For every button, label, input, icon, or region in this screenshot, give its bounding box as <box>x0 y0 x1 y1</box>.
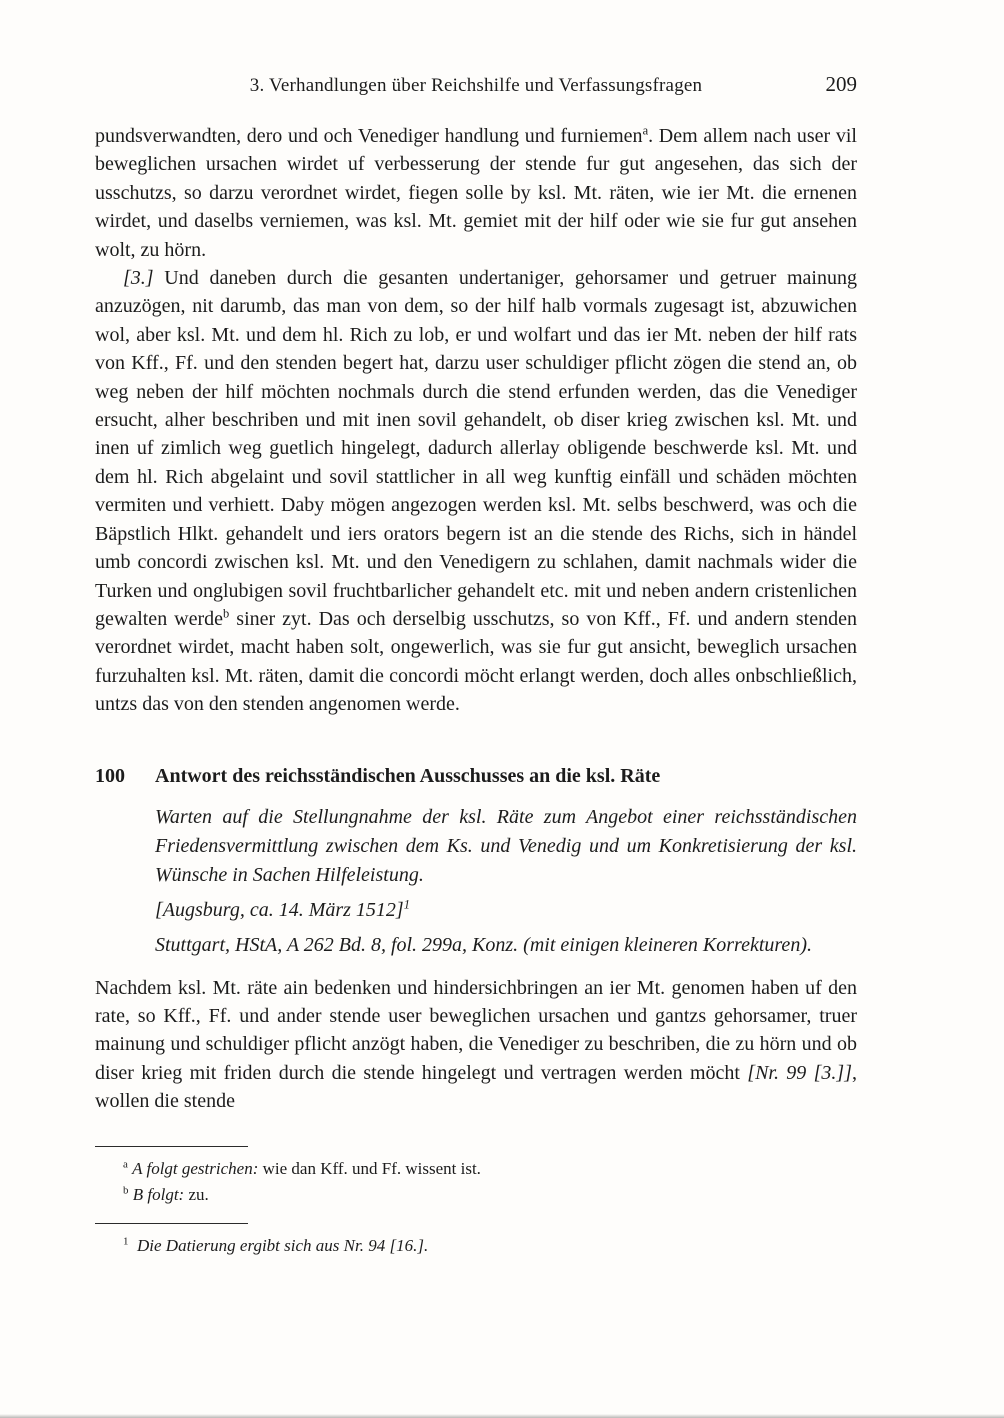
footnotes-section <box>95 1146 857 1259</box>
footnote-text: wie dan Kff. und Ff. wissent ist. <box>258 1159 481 1178</box>
running-header <box>95 74 857 98</box>
footnote-ref-1: 1 <box>403 896 410 911</box>
document-number: 100 <box>95 764 125 787</box>
footnote-marker-b: b <box>123 1183 129 1196</box>
paragraph-text: pundsverwandten, dero und och Venediger handlung und furniemen <box>95 125 643 147</box>
footnote-b <box>95 1182 857 1208</box>
document-meta <box>155 803 857 959</box>
footnote-label: A folgt gestrichen: <box>132 1159 259 1178</box>
paragraph-text: . Dem allem nach user vil beweglichen ursachen wirdet uf verbesserung der stende fur gut angesehen, das sich der usschutzs, so darzu verordnet wirdet, fiegen solle by ksl. Mt. räten, wie ier Mt. die ernenen wirdet, und daselbs verniemen, was ksl. Mt. gemiet mit der hilf oder wie sie fur gut ansehen wolt, zu hörn. <box>95 125 857 261</box>
document-source: Stuttgart, HStA, A 262 Bd. 8, fol. 299a, Konz. (mit einigen kleineren Korrekturen). <box>155 933 812 956</box>
paragraph-text: , wollen die stende <box>95 1061 857 1113</box>
footnote-marker-a: a <box>123 1158 128 1171</box>
document-cross-reference: [Nr. 99 [3.]] <box>747 1061 852 1084</box>
paragraph-text: siner zyt. Das och derselbig usschutzs, so von Kff., Ff. und andern stenden verordnet wirdet, macht haben solt, ongewerlich, was sie fur gut ansicht, beweglich ursachen furzuhalten ksl. Mt. räten, damit die concordi möcht erlangt werden, doch alles onbschließlich, untzs das von den stenden angenomen werde. <box>95 607 857 716</box>
footnote-rule-critical <box>95 1146 248 1147</box>
document-summary: Warten auf die Stellungnahme der ksl. Räte zum Angebot einer reichsständischen Friedensvermittlung zwischen dem Ks. und Venedig und um Konkretisierung der ksl. Wünsche in Sachen Hilfeleistung. <box>155 805 857 886</box>
section-marker: [3.] <box>123 267 154 290</box>
footnote-ref-b: b <box>223 606 230 621</box>
document-entry-100 <box>95 763 857 1116</box>
page-content <box>95 74 857 1116</box>
footnote-text: Die Datierung ergibt sich aus Nr. 94 [16.]. <box>137 1236 429 1255</box>
paragraph-continuation <box>95 122 857 264</box>
footnote-rule-numbered <box>95 1223 248 1224</box>
document-dateline <box>155 897 857 924</box>
dateline-text: [Augsburg, ca. 14. März 1512] <box>155 898 404 921</box>
page-number: 209 <box>825 72 857 96</box>
chapter-title: 3. Verhandlungen über Reichshilfe und Verfassungsfragen <box>249 75 703 96</box>
footnote-label: B folgt: <box>132 1184 185 1204</box>
footnote-text: zu. <box>184 1184 209 1204</box>
document-title: Antwort des reichsständischen Ausschusses an die ksl. Räte <box>155 764 661 787</box>
paragraph-section-3 <box>95 264 857 719</box>
footnote-marker-1: 1 <box>123 1235 129 1248</box>
paragraph-text: Nachdem ksl. Mt. räte ain bedenken und hindersichbringen an ier Mt. genomen haben uf den rate, so Kff., Ff. und ander stende user beweglichen ursachen und gantzs gehorsamer, truer mainung und schuldiger pflicht anzögt haben, die Venediger zu beschriben, die zu hörn und ob diser krieg mit friden durch die stende hingelegt und vertragen werden möcht <box>95 976 857 1084</box>
footnote-ref-a: a <box>642 123 649 138</box>
document-body-paragraph <box>95 974 857 1116</box>
document-heading <box>95 763 857 790</box>
footnote-1 <box>95 1233 857 1259</box>
paragraph-text: Und daneben durch die gesanten undertaniger, gehorsamer und getruer mainung anzuzögen, nit darumb, das man von dem, so der hilf halb vormals zugesagt ist, abzuwichen wol, aber ksl. Mt. und dem hl. Rich zu lob, er und wolfart und das ier Mt. neben der hilf rats von Kff., Ff. und den stenden begert hat, darzu user schuldiger pflicht zögen die stend an, ob weg neben der hilf möchten nochmals durch die stend erfunden werden, das die Venediger ersucht, alher beschriben und mit inen sovil gehandelt, ob diser krieg zwischen ksl. Mt. und inen uf zimlich weg guetlich hingelegt, dadurch allerlay obligende beschwerde ksl. Mt. und dem hl. Rich abgelaint und sovil stattlicher in all weg kunftig einfäll und schäden möchten vermiten und verhiett. Daby mögen angezogen werden ksl. Mt. selbs beschwerd, was och die Bäpstlich Hlkt. gehandelt und iers orators begern ist an die stende des Richs, sich in händel umb concordi zwischen ksl. Mt. und den Venedigern zu schlahen, damit nachmals wider die Turken und onglubigen sovil fruchtbarlicher gehandelt etc. mit und neben andern cristenlichen gewalten werde <box>95 267 857 630</box>
footnote-a <box>95 1156 857 1182</box>
